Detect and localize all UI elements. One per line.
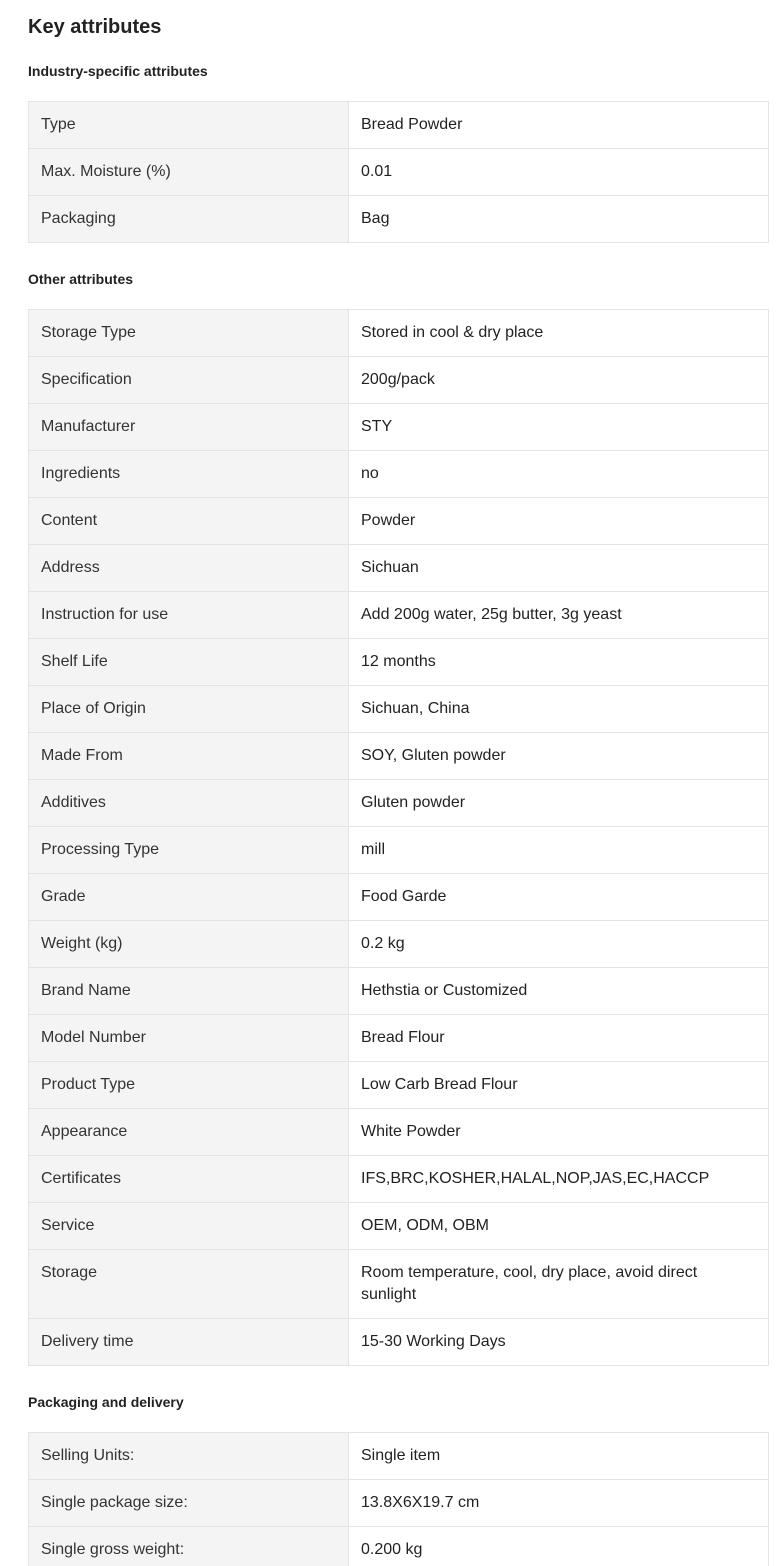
attribute-value: 0.01 <box>349 149 769 196</box>
attribute-value: OEM, ODM, OBM <box>349 1203 769 1250</box>
attribute-name: Selling Units: <box>29 1433 349 1480</box>
attribute-name: Instruction for use <box>29 592 349 639</box>
table-row <box>29 592 769 639</box>
table-row <box>29 780 769 827</box>
table-row <box>29 686 769 733</box>
table-row <box>29 874 769 921</box>
attribute-name: Delivery time <box>29 1319 349 1366</box>
attribute-value: 0.200 kg <box>349 1527 769 1566</box>
table-row <box>29 827 769 874</box>
attribute-value: Low Carb Bread Flour <box>349 1062 769 1109</box>
table-row <box>29 1319 769 1366</box>
attribute-value: Sichuan, China <box>349 686 769 733</box>
attribute-name: Weight (kg) <box>29 921 349 968</box>
table-row <box>29 404 769 451</box>
attribute-value: no <box>349 451 769 498</box>
attribute-name: Single package size: <box>29 1480 349 1527</box>
table-row <box>29 310 769 357</box>
attribute-value: 12 months <box>349 639 769 686</box>
table-row <box>29 451 769 498</box>
attribute-name: Place of Origin <box>29 686 349 733</box>
attribute-value: IFS,BRC,KOSHER,HALAL,NOP,JAS,EC,HACCP <box>349 1156 769 1203</box>
table-row <box>29 733 769 780</box>
table-row <box>29 1433 769 1480</box>
attribute-name: Shelf Life <box>29 639 349 686</box>
attribute-name: Storage Type <box>29 310 349 357</box>
attribute-table <box>28 309 769 1366</box>
attribute-value: Bread Powder <box>349 102 769 149</box>
table-row <box>29 1527 769 1566</box>
section-title: Packaging and delivery <box>28 1394 184 1410</box>
attribute-name: Processing Type <box>29 827 349 874</box>
table-row <box>29 1203 769 1250</box>
table-row <box>29 196 769 243</box>
attribute-name: Address <box>29 545 349 592</box>
attribute-table <box>28 101 769 243</box>
table-row <box>29 921 769 968</box>
table-row <box>29 545 769 592</box>
attribute-name: Packaging <box>29 196 349 243</box>
attribute-value: Powder <box>349 498 769 545</box>
page-title: Key attributes <box>28 16 162 38</box>
attribute-value: Food Garde <box>349 874 769 921</box>
attribute-name: Appearance <box>29 1109 349 1156</box>
table-row <box>29 968 769 1015</box>
attribute-name: Model Number <box>29 1015 349 1062</box>
attribute-name: Content <box>29 498 349 545</box>
attribute-value: 200g/pack <box>349 357 769 404</box>
attribute-value: Bag <box>349 196 769 243</box>
attribute-name: Certificates <box>29 1156 349 1203</box>
attribute-value: mill <box>349 827 769 874</box>
attribute-table <box>28 1432 769 1566</box>
attribute-name: Brand Name <box>29 968 349 1015</box>
table-row <box>29 639 769 686</box>
attribute-name: Single gross weight: <box>29 1527 349 1566</box>
attribute-value: 0.2 kg <box>349 921 769 968</box>
table-row <box>29 102 769 149</box>
attribute-name: Grade <box>29 874 349 921</box>
attribute-value: Single item <box>349 1433 769 1480</box>
section-gap <box>28 1366 768 1387</box>
attribute-value: Gluten powder <box>349 780 769 827</box>
table-row <box>29 149 769 196</box>
attribute-name: Specification <box>29 357 349 404</box>
attribute-name: Type <box>29 102 349 149</box>
attribute-value: Sichuan <box>349 545 769 592</box>
attribute-value: SOY, Gluten powder <box>349 733 769 780</box>
section-gap <box>28 243 768 264</box>
attribute-value: Hethstia or Customized <box>349 968 769 1015</box>
table-row <box>29 357 769 404</box>
attribute-value: White Powder <box>349 1109 769 1156</box>
attribute-value: STY <box>349 404 769 451</box>
table-row <box>29 498 769 545</box>
table-row <box>29 1062 769 1109</box>
table-row <box>29 1480 769 1527</box>
attribute-name: Manufacturer <box>29 404 349 451</box>
attribute-name: Product Type <box>29 1062 349 1109</box>
attribute-value: 15-30 Working Days <box>349 1319 769 1366</box>
attribute-value: Stored in cool & dry place <box>349 310 769 357</box>
attribute-value: Bread Flour <box>349 1015 769 1062</box>
section-title: Industry-specific attributes <box>28 63 208 79</box>
attribute-value: 13.8X6X19.7 cm <box>349 1480 769 1527</box>
table-row <box>29 1250 769 1319</box>
table-row <box>29 1156 769 1203</box>
attribute-name: Made From <box>29 733 349 780</box>
attribute-name: Max. Moisture (%) <box>29 149 349 196</box>
attribute-value: Add 200g water, 25g butter, 3g yeast <box>349 592 769 639</box>
attribute-name: Service <box>29 1203 349 1250</box>
table-row <box>29 1109 769 1156</box>
attribute-name: Storage <box>29 1250 349 1319</box>
attribute-name: Ingredients <box>29 451 349 498</box>
attribute-name: Additives <box>29 780 349 827</box>
table-row <box>29 1015 769 1062</box>
attribute-sections <box>28 56 768 1566</box>
section-title: Other attributes <box>28 271 134 287</box>
attribute-value: Room temperature, cool, dry place, avoid direct sunlight <box>349 1250 769 1319</box>
